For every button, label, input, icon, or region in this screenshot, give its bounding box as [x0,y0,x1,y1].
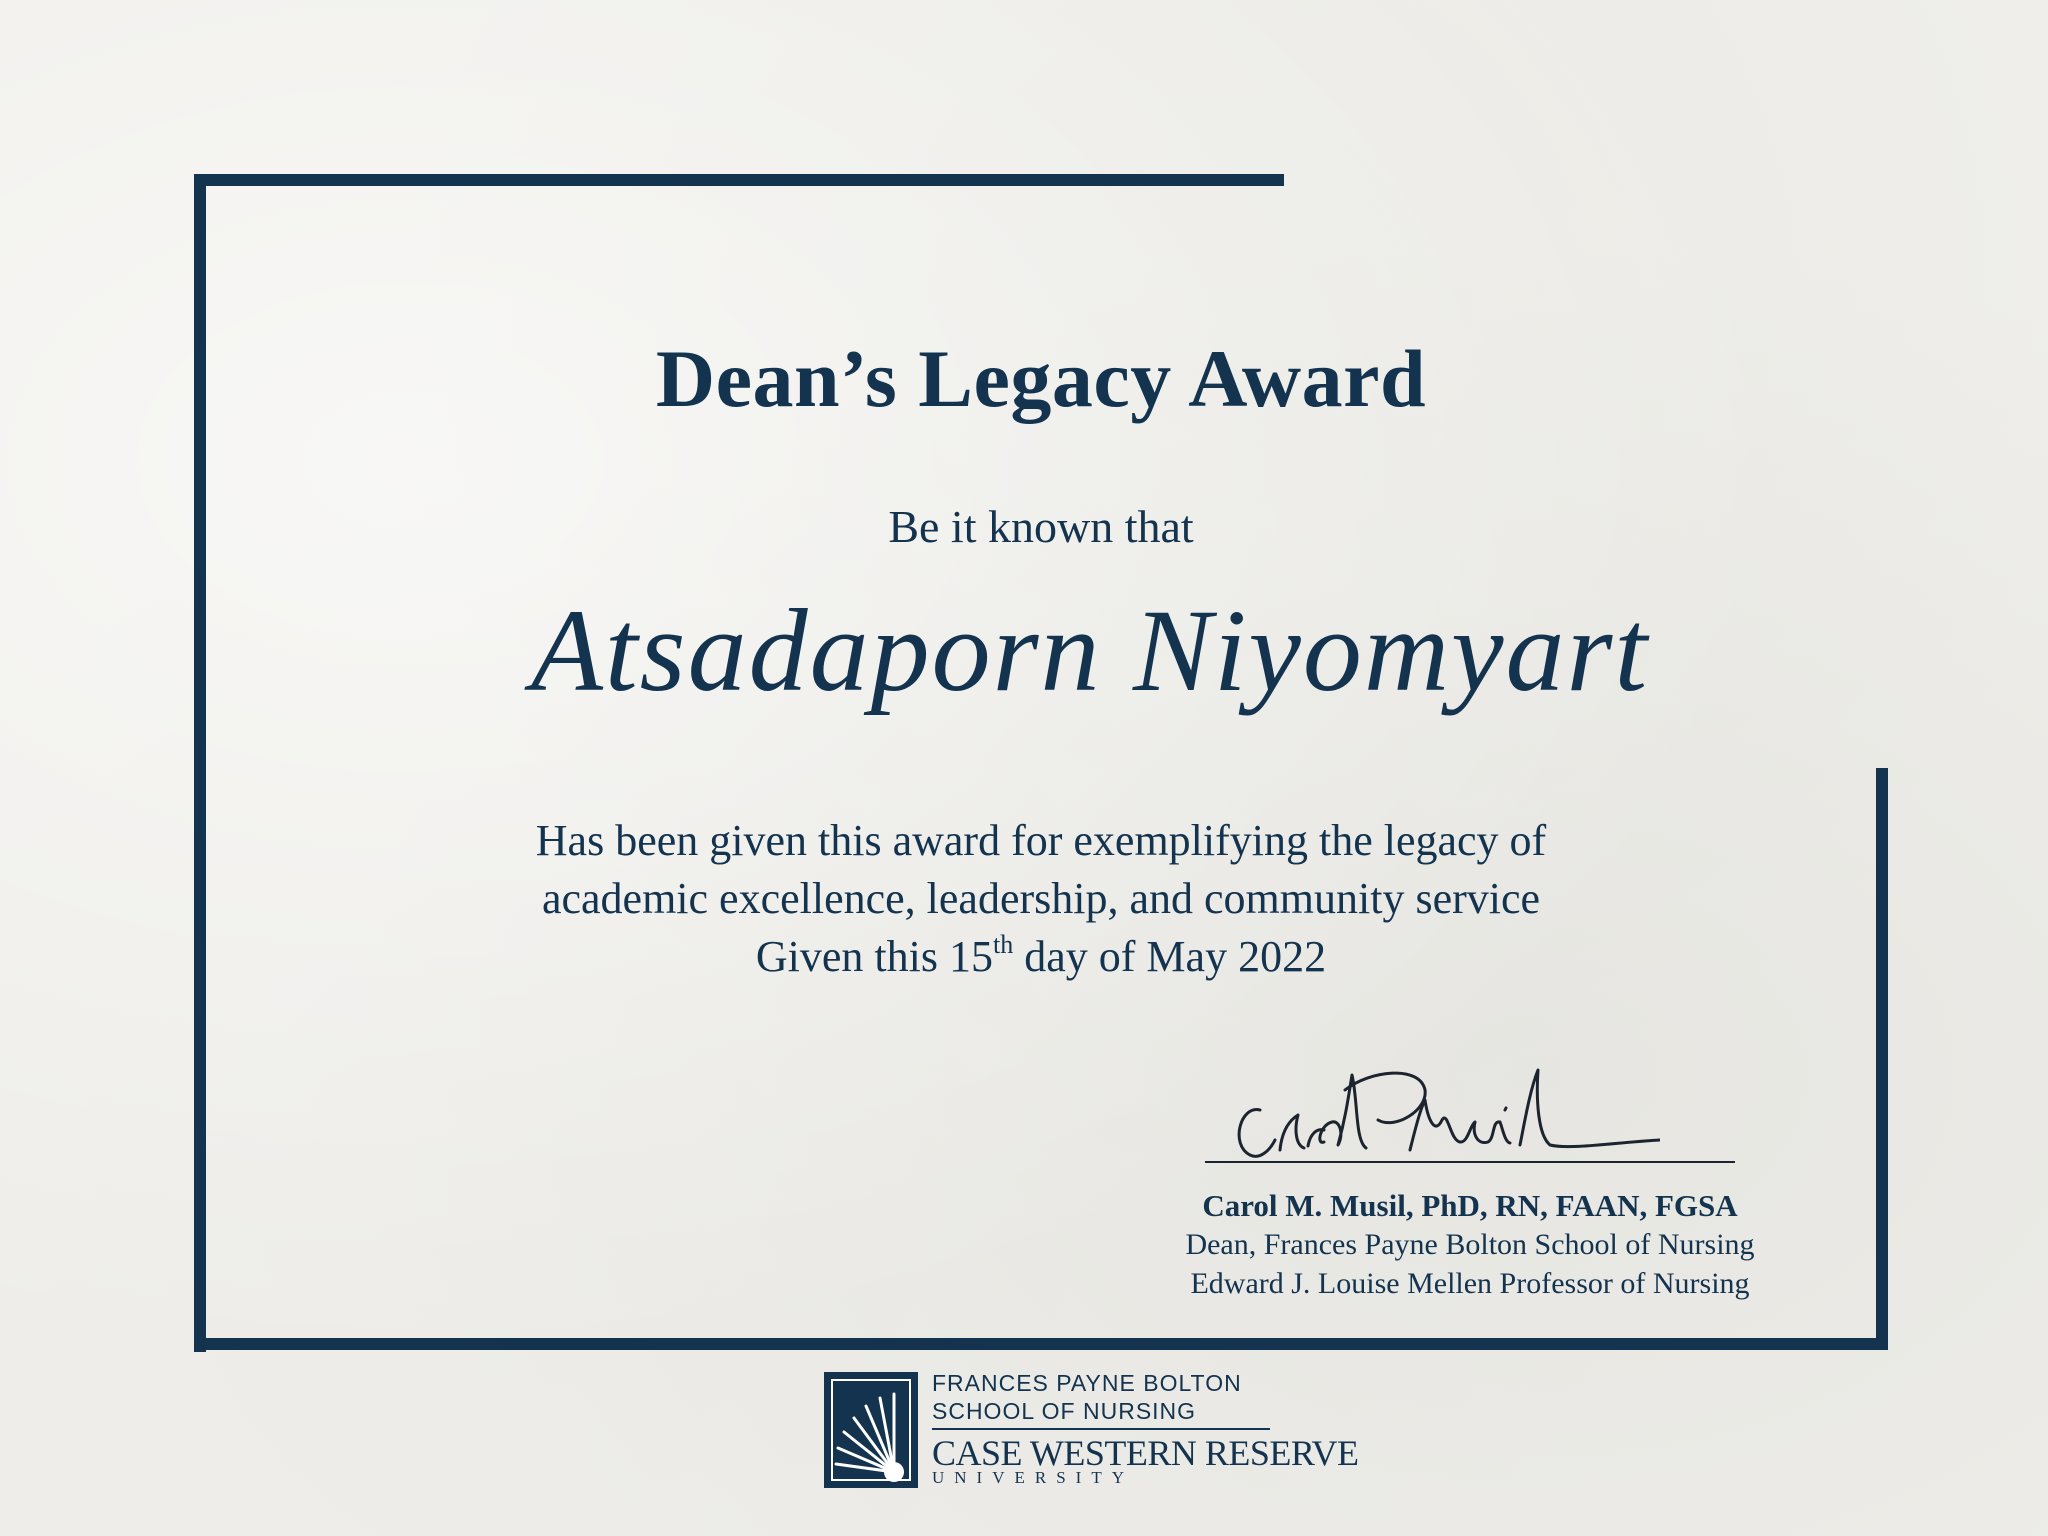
date-ordinal-suffix: th [993,930,1014,959]
signer-name: Carol M. Musil, PhD, RN, FAAN, FGSA [1202,1188,1738,1223]
award-title: Dean’s Legacy Award [655,333,1427,424]
date-rest: day of May 2022 [1013,932,1327,981]
recipient-name [470,560,1710,760]
logo-university-name: CASE WESTERN RESERVE [932,1433,1359,1473]
award-body [206,812,1876,986]
signer-title-dean: Dean, Frances Payne Bolton School of Nursing [1185,1228,1755,1261]
sunburst-logo-icon [824,1372,918,1488]
logo-university-word: UNIVERSITY [932,1468,1134,1487]
body-line-2: academic excellence, leadership, and community service [541,874,1541,923]
frame-left-border [194,174,206,1352]
logo-school-line-2: SCHOOL OF NURSING [932,1398,1197,1424]
signature-line [1205,1161,1735,1163]
date-line [206,928,1876,986]
date-prefix: Given this 15 [755,932,994,981]
signer-title-professor: Edward J. Louise Mellen Professor of Nursing [1190,1267,1750,1300]
intro-text: Be it known that [888,501,1194,552]
frame-bottom-border [202,1338,1878,1350]
logo-school-line-1: FRANCES PAYNE BOLTON [932,1370,1242,1396]
frame-right-border [1876,768,1888,1350]
body-line-1: Has been given this award for exemplifying the legacy of [535,816,1547,865]
logo-divider [932,1428,1270,1430]
recipient-name-text: Atsadaporn Niyomyart [530,585,1650,716]
frame-top-border [194,174,1284,186]
